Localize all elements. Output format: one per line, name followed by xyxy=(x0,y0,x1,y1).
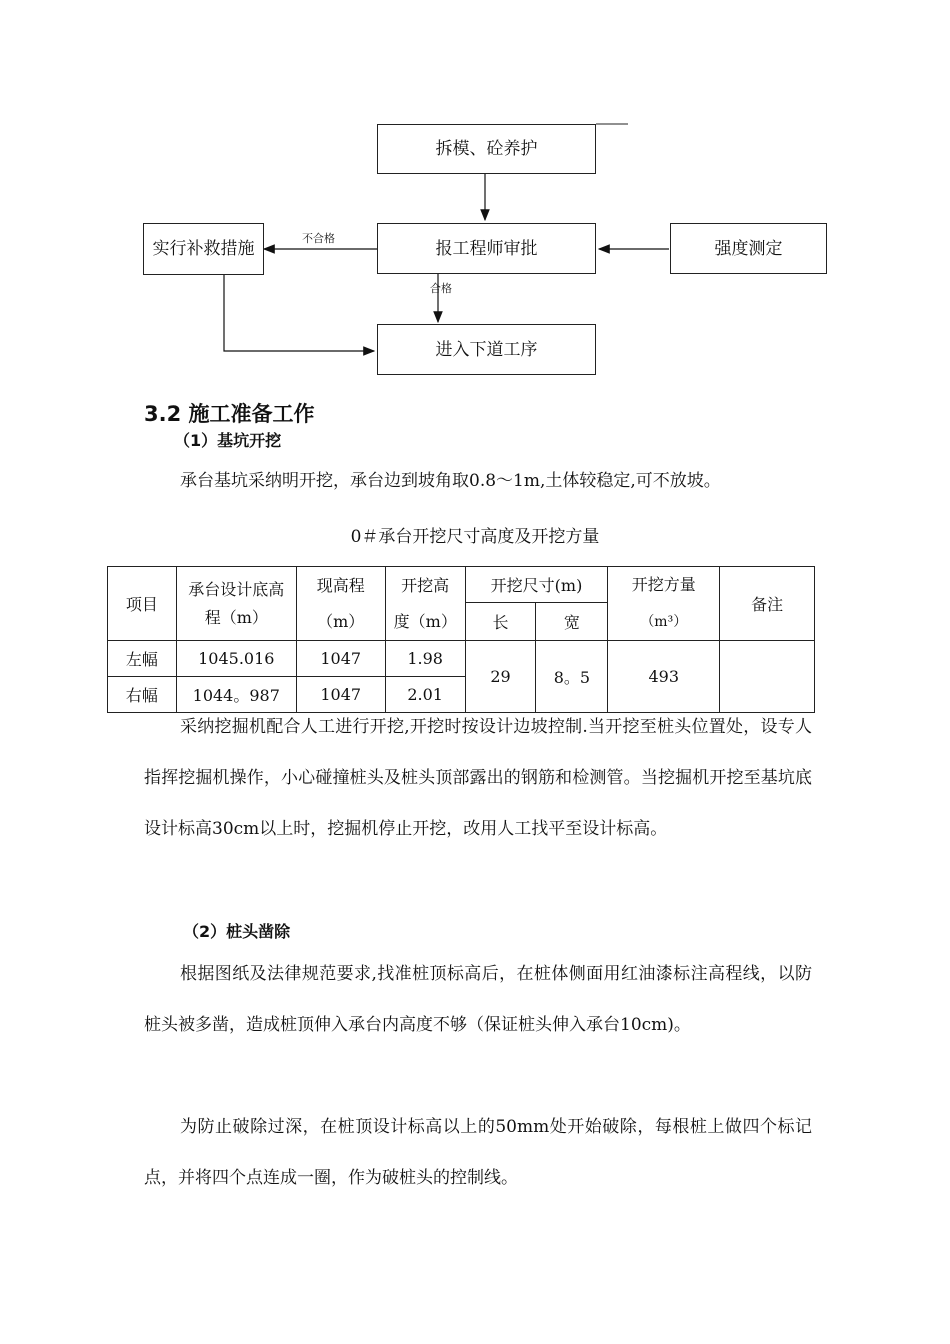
header-excavation-size: 开挖尺寸(m) xyxy=(465,567,608,603)
cell-item: 右幅 xyxy=(108,677,177,713)
excavation-table xyxy=(107,566,815,713)
label-pass: 合格 xyxy=(430,282,452,295)
header-excavation-depth: 开挖高度（m） xyxy=(385,567,465,641)
header-volume xyxy=(608,567,720,641)
section-title: 3.2 施工准备工作 xyxy=(144,402,315,426)
box-next-process: 进入下道工序 xyxy=(377,324,596,375)
header-width: 宽 xyxy=(536,603,608,641)
paragraph-pile-elevation-marking: 根据图纸及法律规范要求,找准桩顶标高后，在桩体侧面用红油漆标注高程线，以防桩头被多凿，造成桩顶伸入承台内高度不够（保证桩头伸入承台10cm)。 xyxy=(144,964,812,1035)
header-item: 项目 xyxy=(108,567,177,641)
header-design-elevation: 承台设计底高程（m） xyxy=(176,567,296,641)
table-row xyxy=(108,641,815,677)
box-formwork-curing: 拆模、砼养护 xyxy=(377,124,596,174)
cell-current: 1047 xyxy=(296,677,385,713)
header-note: 备注 xyxy=(720,567,815,641)
cell-volume: 493 xyxy=(608,641,720,713)
cell-depth: 2.01 xyxy=(385,677,465,713)
header-volume-unit: （m³） xyxy=(640,614,688,630)
box-strength-test: 强度测定 xyxy=(670,223,827,274)
arrow-remedy-to-next xyxy=(224,275,374,351)
table-caption: 0＃承台开挖尺寸高度及开挖方量 xyxy=(350,527,600,547)
box-remedial-measures: 实行补救措施 xyxy=(143,223,264,275)
cell-item: 左幅 xyxy=(108,641,177,677)
cell-depth: 1.98 xyxy=(385,641,465,677)
header-volume-label: 开挖方量 xyxy=(631,575,696,594)
cell-design: 1045.016 xyxy=(176,641,296,677)
header-length: 长 xyxy=(465,603,536,641)
subsection-pile-head-removal: （2）桩头凿除 xyxy=(183,922,291,941)
header-current-elevation: 现高程（m） xyxy=(296,567,385,641)
cell-design: 1044。987 xyxy=(176,677,296,713)
paragraph-excavation-method: 承台基坑采纳明开挖，承台边到坡角取0.8～1m,土体较稳定,可不放坡。 xyxy=(180,471,721,491)
cell-width: 8。5 xyxy=(536,641,608,713)
cell-current: 1047 xyxy=(296,641,385,677)
cell-length: 29 xyxy=(465,641,536,713)
label-fail: 不合格 xyxy=(302,232,335,245)
box-engineer-approval: 报工程师审批 xyxy=(377,223,596,274)
subsection-excavation: （1）基坑开挖 xyxy=(174,431,282,450)
paragraph-control-line: 为防止破除过深，在桩顶设计标高以上的50mm处开始破除，每根桩上做四个标记点，并将四个点连成一圈，作为破桩头的控制线。 xyxy=(144,1117,812,1188)
paragraph-excavator-operation: 采纳挖掘机配合人工进行开挖,开挖时按设计边坡控制.当开挖至桩头位置处，设专人指挥挖掘机操作，小心碰撞桩头及桩头顶部露出的钢筋和检测管。当挖掘机开挖至基坑底设计标高30cm以上时，挖掘机停止开挖，改用人工找平至设计标高。 xyxy=(144,717,812,839)
